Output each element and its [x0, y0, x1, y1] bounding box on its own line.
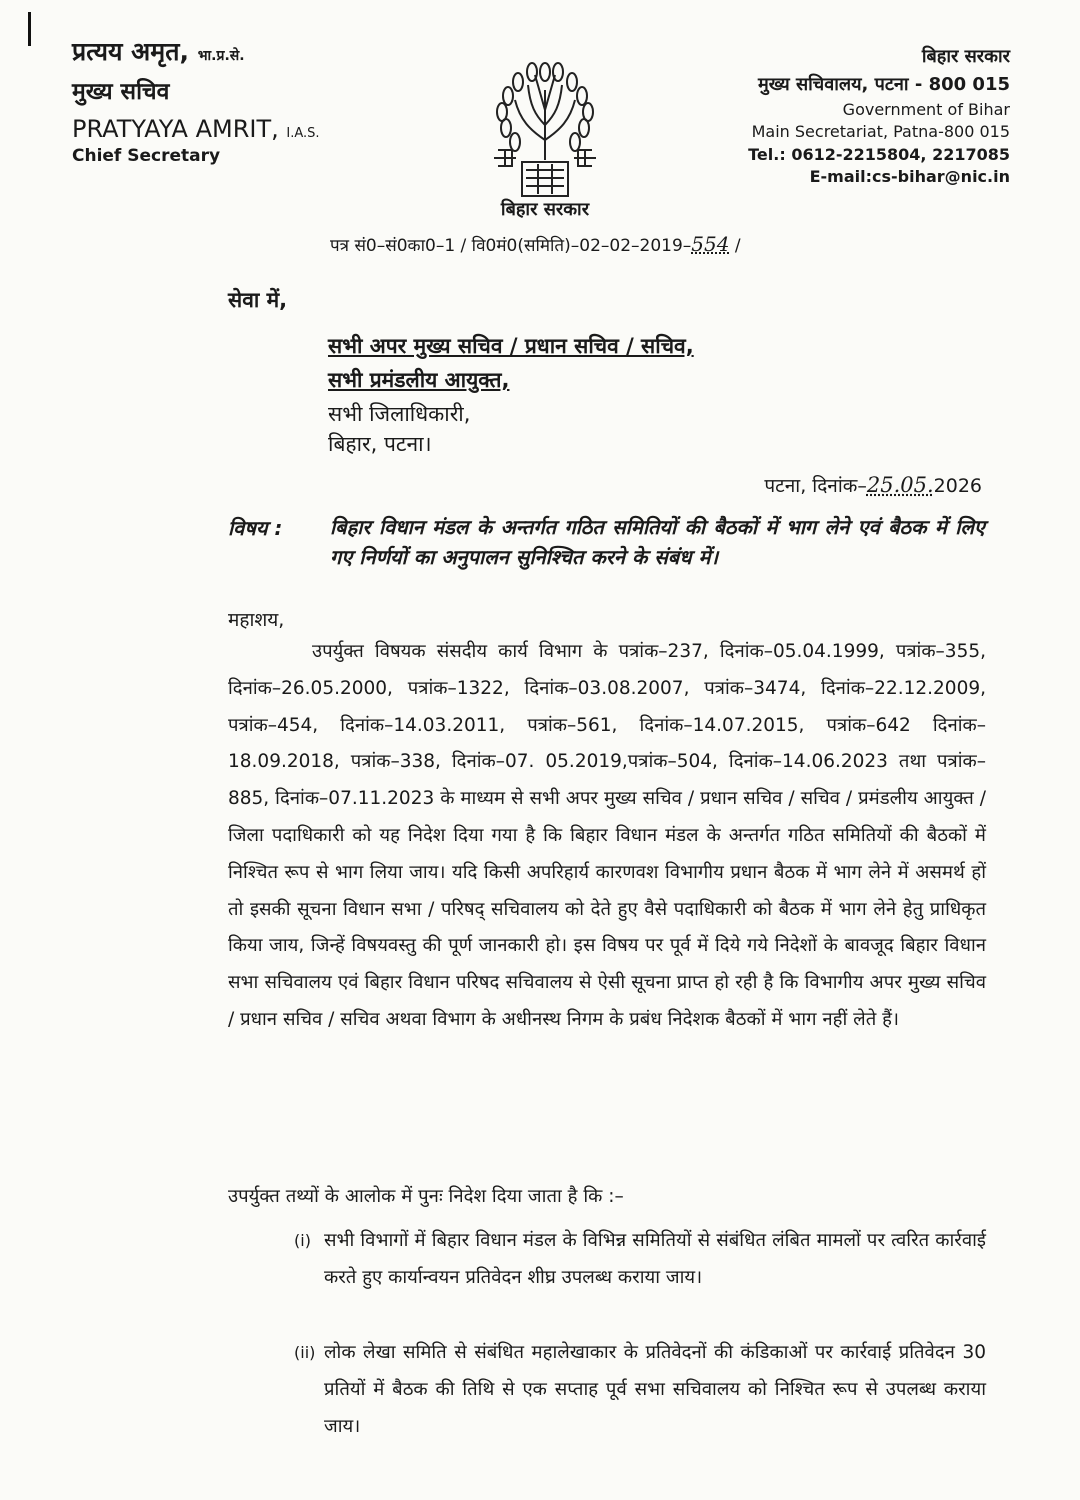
instructions-intro: उपर्युक्त तथ्यों के आलोक में पुनः निदेश दिया जाता है कि :– — [228, 1186, 624, 1207]
instruction-text: सभी विभागों में बिहार विधान मंडल के विभिन्न समितियों से संबंधित लंबित मामलों पर त्वरित कार्रवाई करते हुए कार्यान्वयन प्रतिवेदन शीघ्र उपलब्ध कराया जाय। — [324, 1230, 986, 1288]
recipient-line: सभी जिलाधिकारी, — [328, 402, 471, 426]
date-handwritten: 25.05. — [866, 473, 934, 497]
letter-number: पत्र सं0–सं0का0–1 / वि0मं0(समिति)–02–02–2019–554 / — [330, 232, 741, 256]
sender-name-english: PRATYAYA AMRIT, I.A.S. — [72, 115, 320, 143]
subject-text: बिहार विधान मंडल के अन्तर्गत गठित समितियों की बैठकों में भाग लेने एवं बैठक में लिए गए निर्णयों का अनुपालन सुनिश्चित करने के संबंध में। — [330, 515, 985, 569]
org-name-hindi: बिहार सरकार — [921, 46, 1010, 67]
recipient-line: सभी प्रमंडलीय आयुक्त, — [328, 368, 510, 392]
recipient-line: बिहार, पटना। — [328, 432, 432, 456]
org-telephone: Tel.: 0612-2215804, 2217085 — [748, 145, 1010, 164]
instruction-item — [294, 1222, 986, 1296]
salutation: महाशय, — [228, 609, 285, 631]
org-email: E-mail:cs-bihar@nic.in — [809, 167, 1010, 186]
emblem-caption: बिहार सरकार — [500, 199, 590, 220]
recipients-label: सेवा में, — [228, 288, 288, 312]
margin-mark — [28, 12, 31, 46]
org-address-hindi: मुख्य सचिवालय, पटना - 800 015 — [757, 74, 1010, 95]
letter-date: पटना, दिनांक–25.05.2026 — [764, 473, 982, 497]
recipient-line: सभी अपर मुख्य सचिव / प्रधान सचिव / सचिव, — [328, 334, 694, 358]
org-name-english: Government of Bihar — [842, 100, 1010, 119]
bodhi-tree-emblem-icon — [470, 50, 620, 220]
sender-designation-english: Chief Secretary — [72, 146, 221, 166]
instruction-item — [294, 1334, 986, 1445]
instruction-number: (ii) — [294, 1343, 316, 1362]
instruction-number: (i) — [294, 1231, 311, 1250]
sender-name-hindi: प्रत्यय अमृत, भा.प्र.से. — [72, 37, 245, 66]
org-address-english: Main Secretariat, Patna-800 015 — [751, 122, 1010, 141]
sender-designation-hindi: मुख्य सचिव — [72, 79, 170, 105]
subject-label: विषय : — [228, 516, 283, 540]
instruction-text: लोक लेखा समिति से संबंधित महालेखाकार के प्रतिवेदनों की कंडिकाओं पर कार्रवाई प्रतिवेदन 30 प्रतियों में बैठक की तिथि से एक सप्ताह पूर्व सभा सचिवालय को निश्चित रूप से उपलब्ध कराया जाय। — [324, 1342, 986, 1437]
letter-number-handwritten: 554 — [691, 232, 730, 256]
body-paragraph: उपर्युक्त विषयक संसदीय कार्य विभाग के पत्रांक–237, दिनांक–05.04.1999, पत्रांक–355, दिनांक–26.05.2000, पत्रांक–1322, दिनांक–03.08.2007, पत्रांक–3474, दिनांक–22.12.2009, पत्रांक–454, दिनांक–14.03.2011, पत्रांक–561, दिनांक–14.07.2015, पत्रांक–642 दिनांक–18.09.2018, पत्रांक–338, दिनांक–07. 05.2019,पत्रांक–504, दिनांक–14.06.2023 तथा पत्रांक–885, दिनांक–07.11.2023 के माध्यम से सभी अपर मुख्य सचिव / प्रधान सचिव / सचिव / प्रमंडलीय आयुक्त / जिला पदाधिकारी को यह निदेश दिया गया है कि बिहार विधान मंडल के अन्तर्गत गठित समितियों की बैठकों में निश्चित रूप से भाग लिया जाय। यदि किसी अपरिहार्य कारणवश विभागीय प्रधान बैठक में भाग लेने में असमर्थ हों तो इसकी सूचना विधान सभा / परिषद् सचिवालय को देते हुए वैसे पदाधिकारी को बैठक में भाग लेने हेतु प्राधिकृत किया जाय, जिन्हें विषयवस्तु की पूर्ण जानकारी हो। इस विषय पर पूर्व में दिये गये निदेशों के बावजूद बिहार विधान सभा सचिवालय एवं बिहार विधान परिषद सचिवालय से ऐसी सूचना प्राप्त हो रही है कि विभागीय अपर मुख्य सचिव / प्रधान सचिव / सचिव अथवा विभाग के अधीनस्थ निगम के प्रबंध निदेशक बैठकों में भाग नहीं लेते हैं। — [228, 641, 986, 1030]
